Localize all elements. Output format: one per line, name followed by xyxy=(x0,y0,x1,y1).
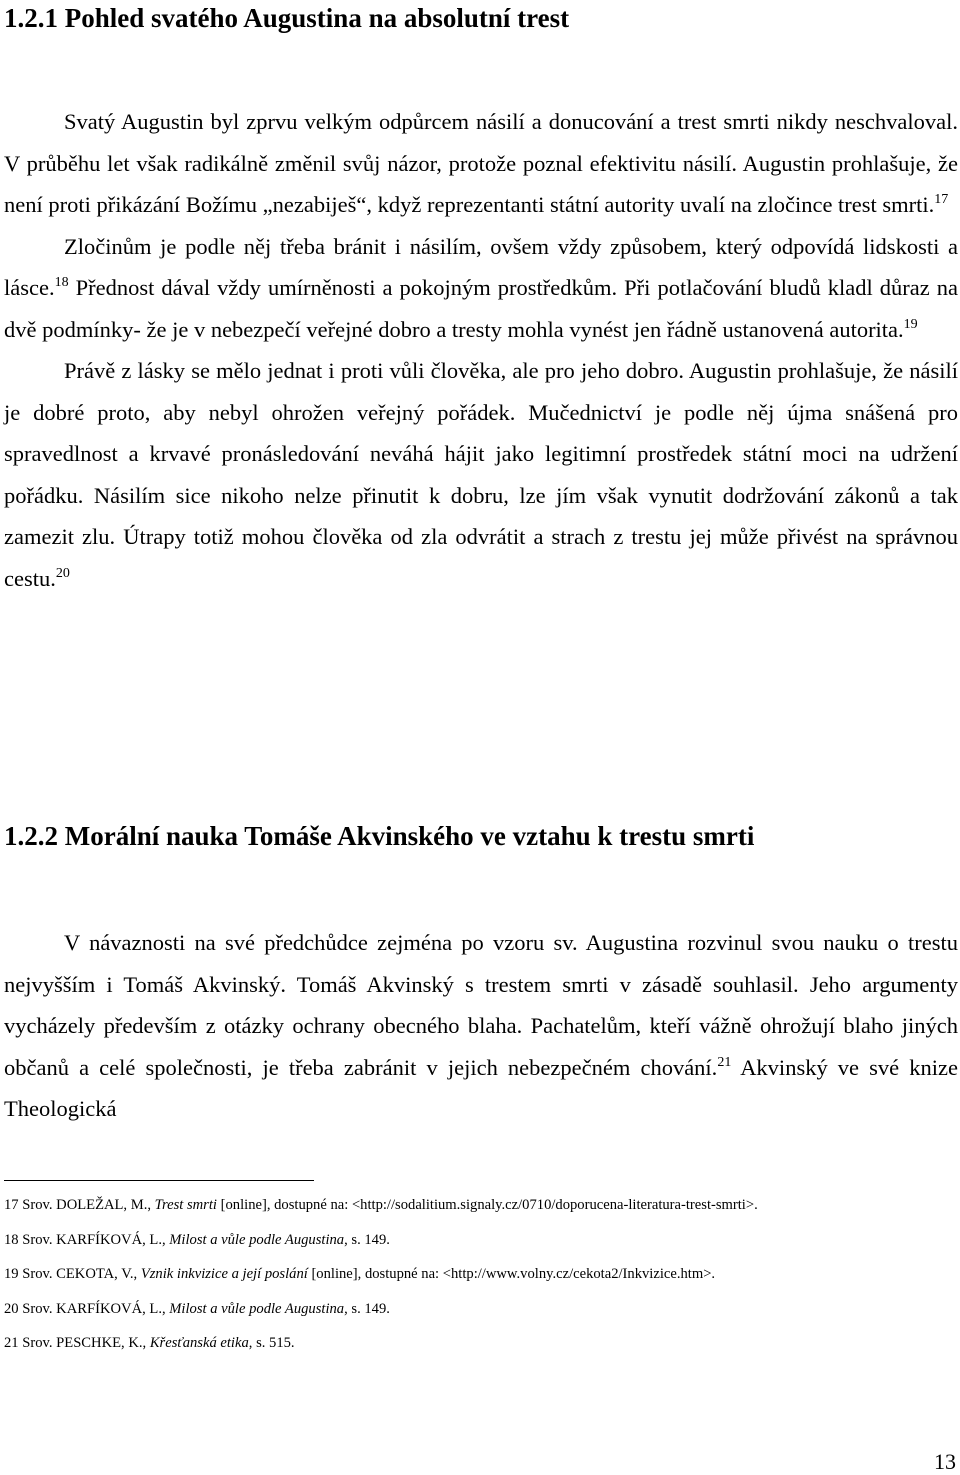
footnote-ref-19[interactable]: 19 xyxy=(903,316,918,332)
page-number: 13 xyxy=(934,1449,956,1474)
paragraph-text: Akvinský ve své knize Theologická xyxy=(4,1054,958,1121)
section-1-2-2-text xyxy=(4,922,958,1130)
paragraph-text: Právě z lásky se mělo jednat i proti vůli člověka, ale pro jeho dobro. Augustin prohlašuje, že násilí je dobré proto, aby nebyl ohrožen veřejný pořádek. Mučednictví je podle něj újma snášená pro spravedlnost a krvavé pronásledování neváhá hájit jako legitimní prostředek státní moci na udržení pořádku. Násilím sice nikoho nelze přinutit k dobru, lze jím však vynutit dodržování zákonů a tak zamezit zlu. Útrapy totiž mohou člověka od zla odvrátit a strach z trestu jej může přivést na správnou cestu. xyxy=(4,358,958,591)
paragraph-text: Přednost dával vždy umírněnosti a pokojným prostředkům. Při potlačování bludů kladl důraz na dvě podmínky- že je v nebezpečí veřejné dobro a tresty mohla vynést jen řádně ustanovená autorita. xyxy=(4,275,959,342)
footnote-19: 19 Srov. CEKOTA, V., Vznik inkvizice a její poslání [online], dostupné na: <http://www.volny.cz/cekota2/Inkvizice.htm>. xyxy=(4,1266,716,1282)
footnote-ref-17[interactable]: 17 xyxy=(934,192,949,207)
section-heading-1-2-2: 1.2.2 Morální nauka Tomáše Akvinského ve vztahu k trestu smrti xyxy=(4,821,755,851)
footnote-ref-20[interactable]: 20 xyxy=(55,565,70,581)
paragraph-text: Zločinům je podle něj třeba bránit i násilím, ovšem vždy způsobem, který odpovídá lidskosti a lásce. xyxy=(4,233,958,300)
footnote-20: 20 Srov. KARFÍKOVÁ, L., Milost a vůle podle Augustina, s. 149. xyxy=(4,1300,390,1317)
footnote-17: 17 Srov. DOLEŽAL, M., Trest smrti [online], dostupné na: <http://sodalitium.signaly.cz/0710/doporucena-literatura-trest-smrti>. xyxy=(4,1197,758,1213)
footnote-separator xyxy=(4,1180,314,1181)
footnote-21: 21 Srov. PESCHKE, K., Křesťanská etika, s. 515. xyxy=(4,1335,295,1351)
paragraph-text: Svatý Augustin byl zprvu velkým odpůrcem násilí a donucování a trest smrti nikdy neschvaloval. V průběhu let však radikálně změnil svůj názor, protože poznal efektivitu násilí. Augustin prohlašuje, že není proti přikázání Božímu „nezabiješ“, když reprezentanti státní autority uvalí na zločince trest smrti. xyxy=(4,109,958,217)
footnotes-list xyxy=(4,1188,958,1361)
footnote-18: 18 Srov. KARFÍKOVÁ, L., Milost a vůle podle Augustina, s. 149. xyxy=(4,1231,390,1248)
section-heading-1-2-1: 1.2.1 Pohled svatého Augustina na absolutní trest xyxy=(4,3,570,33)
footnote-ref-18[interactable]: 18 xyxy=(54,275,69,290)
paragraph-text: V návaznosti na své předchůdce zejména po vzoru sv. Augustina rozvinul svou nauku o trestu nejvyšším i Tomáš Akvinský. Tomáš Akvinský s trestem smrti v zásadě souhlasil. Jeho argumenty vycházely především z otázky ochrany obecného blaha. Pachatelům, kteří vážně ohrožují blaho jiných občanů a celé společnosti, je třeba zabránit v jejich nebezpečném chování. xyxy=(4,930,958,1080)
section-1-2-1-text xyxy=(4,101,958,599)
footnote-ref-21[interactable]: 21 xyxy=(717,1054,732,1070)
